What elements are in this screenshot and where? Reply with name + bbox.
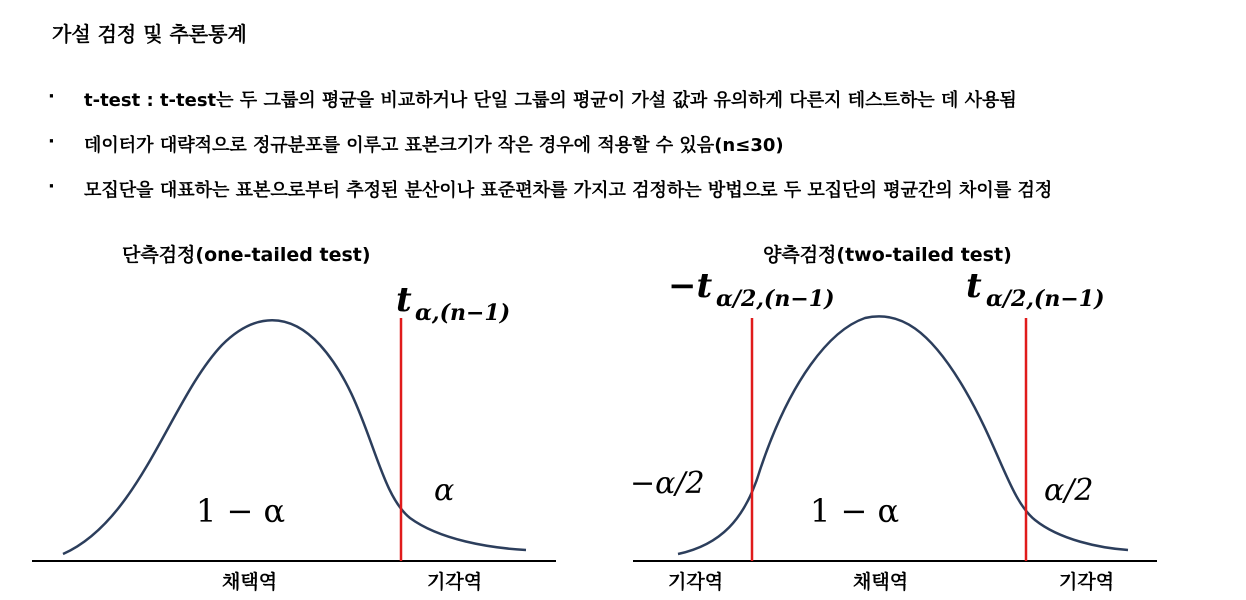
bullet-marker: ·: [48, 176, 55, 197]
two-tailed-right-prob: α/2: [1044, 473, 1094, 508]
bullet-marker: ·: [48, 86, 55, 107]
two-tailed-curve: [678, 316, 1128, 554]
two-tailed-left-region: 기각역: [668, 571, 724, 593]
two-tailed-title: 양측검정(two-tailed test): [763, 244, 1012, 266]
two-tailed-right-critical-t: t: [966, 266, 982, 306]
one-tailed-curve: [63, 320, 526, 554]
one-tailed-acceptance-prob: 1 − α: [196, 492, 286, 530]
two-tailed-accept-region: 채택역: [853, 571, 909, 593]
one-tailed-diagram: [32, 280, 556, 593]
bullet-text: 모집단을 대표하는 표본으로부터 추정된 분산이나 표준편차를 가지고 검정하는 방법으로 두 모집단의 평균간의 차이를 검정: [84, 180, 1053, 201]
bullet-text: t-test : t-test는 두 그룹의 평균을 비교하거나 단일 그룹의 평균이 가설 값과 유의하게 다른지 테스트하는 데 사용됨: [84, 90, 1017, 111]
two-tailed-left-prob: −α/2: [630, 466, 705, 501]
bullet-marker: ·: [48, 131, 55, 152]
page-title: 가설 검정 및 추론통계: [52, 22, 247, 46]
two-tailed-diagram: [630, 266, 1157, 593]
one-tailed-title: 단측검정(one-tailed test): [122, 244, 371, 266]
bullet-text: 데이터가 대략적으로 정규분포를 이루고 표본크기가 작은 경우에 적용할 수 있음(n≤30): [84, 135, 784, 156]
two-tailed-left-critical-t: −t: [668, 266, 713, 306]
one-tailed-reject-region: 기각역: [427, 571, 483, 593]
two-tailed-left-critical-sub: α/2,(n−1): [716, 286, 835, 312]
one-tailed-accept-region: 채택역: [222, 571, 278, 593]
two-tailed-right-region: 기각역: [1059, 571, 1115, 593]
two-tailed-right-critical-sub: α/2,(n−1): [986, 286, 1105, 312]
one-tailed-rejection-prob: α: [434, 473, 455, 508]
one-tailed-critical-t: t: [396, 280, 412, 320]
one-tailed-critical-sub: α,(n−1): [415, 300, 511, 326]
two-tailed-acceptance-prob: 1 − α: [810, 492, 900, 530]
